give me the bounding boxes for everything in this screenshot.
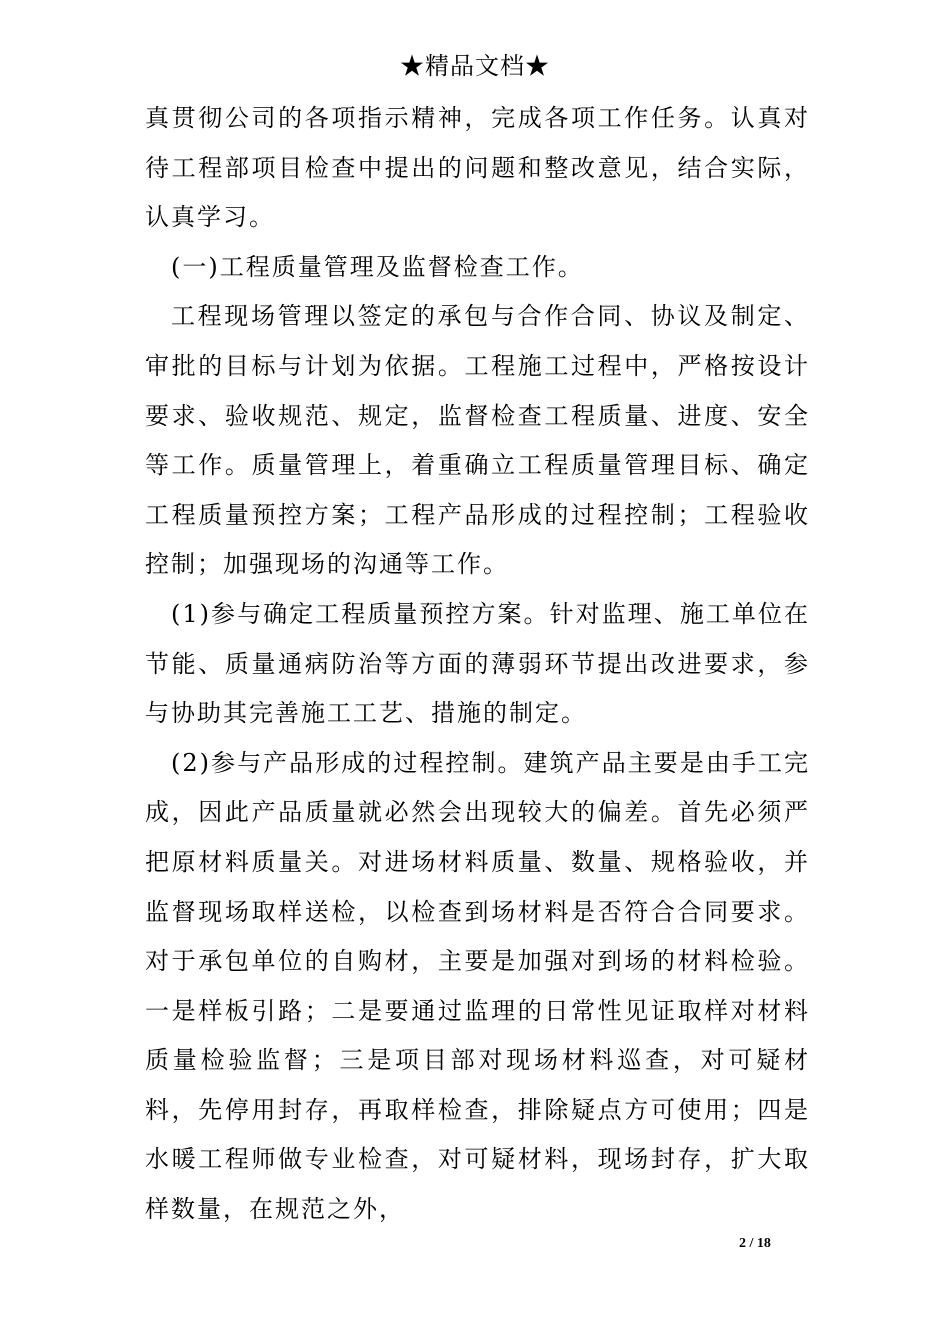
paragraph-continued: 真贯彻公司的各项指示精神，完成各项工作任务。认真对待工程部项目检查中提出的问题和整改意见，结合实际，认真学习。 [145,104,810,232]
document-body [145,94,810,1235]
paragraph-site-management: 工程现场管理以签定的承包与合作合同、协议及制定、审批的目标与计划为依据。工程施工过程中，严格按设计要求、验收规范、规定，监督检查工程质量、进度、安全等工作。质量管理上，着重确立工程质量管理目标、确定工程质量预控方案；工程产品形成的过程控制；工程验收控制；加强现场的沟通等工作。 [145,302,810,579]
section-heading: (一)工程质量管理及监督检查工作。 [171,252,584,281]
paragraph-item-1: (1)参与确定工程质量预控方案。针对监理、施工单位在节能、质量通病防治等方面的薄弱环节提出改进要求，参与协助其完善施工工艺、措施的制定。 [145,599,810,728]
page-header: ★精品文档★ [400,52,550,80]
page-number: 2 / 18 [739,1236,771,1251]
paragraph-item-2: (2)参与产品形成的过程控制。建筑产品主要是由手工完成，因此产品质量就必然会出现较大的偏差。首先必须严把原材料质量关。对进场材料质量、数量、规格验收，并监督现场取样送检，以检查到场材料是否符合合同要求。对于承包单位的自购材，主要是加强对到场的材料检验。一是样板引路；二是要通过监理的日常性见证取样对材料质量检验监督；三是项目部对现场材料巡查，对可疑材料，先停用封存，再取样检查，排除疑点方可使用；四是水暖工程师做专业检查，对可疑材料，现场封存，扩大取样数量，在规范之外， [145,748,810,1224]
